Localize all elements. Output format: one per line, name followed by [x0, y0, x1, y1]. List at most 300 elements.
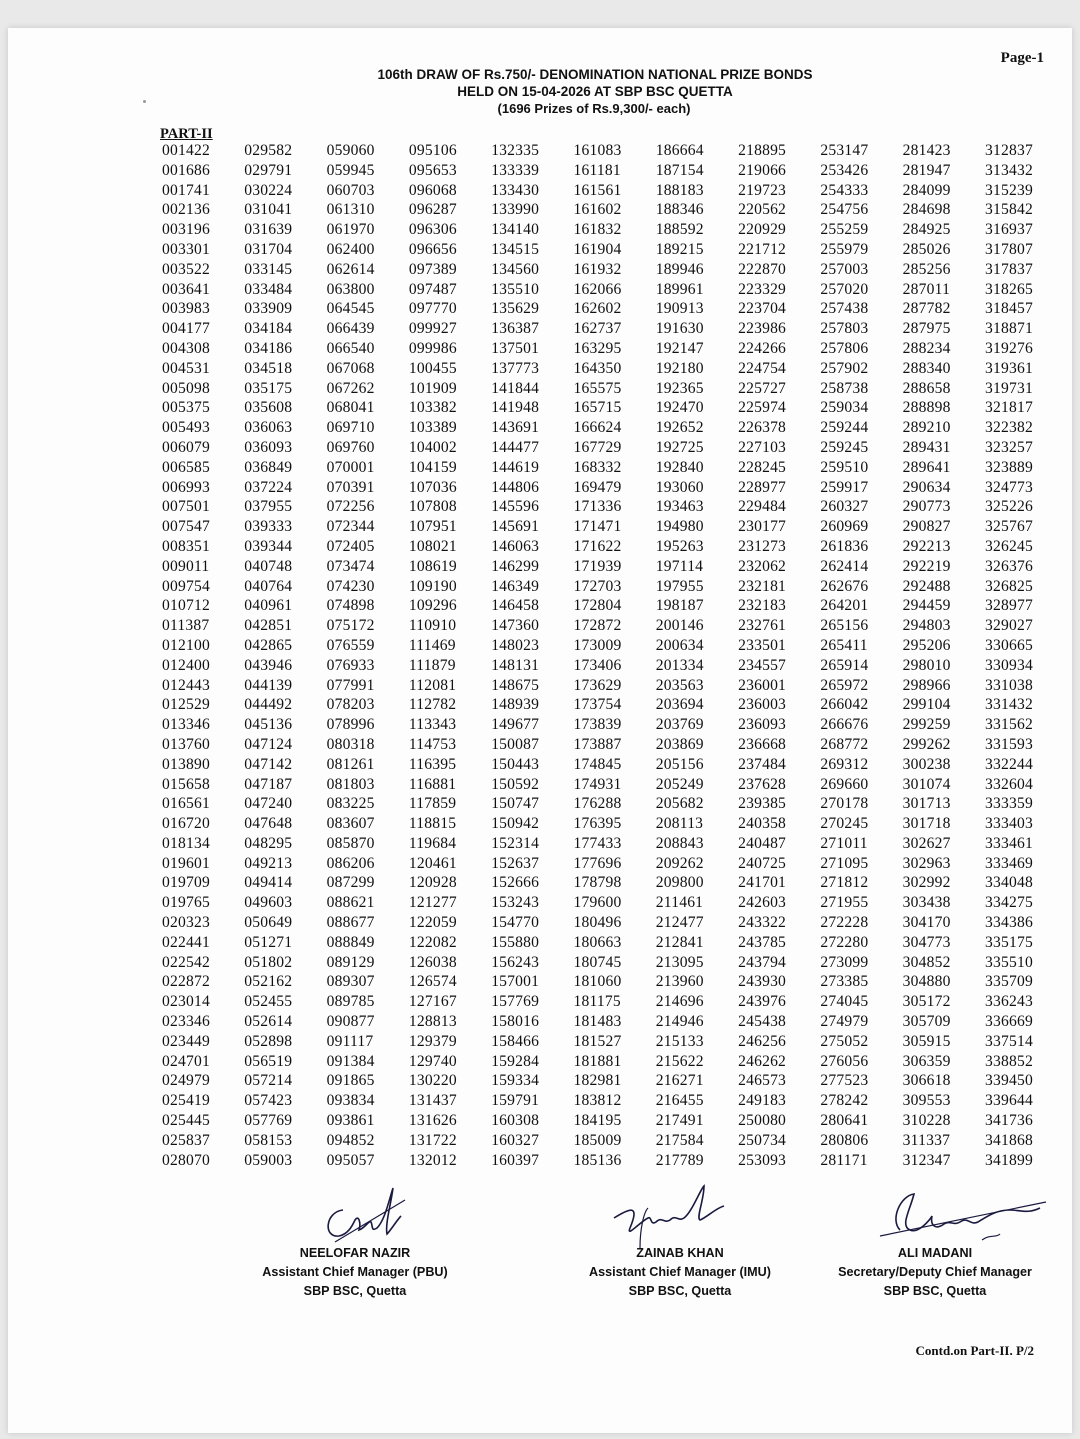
bond-number: 143691	[491, 419, 540, 437]
bond-number: 277523	[820, 1072, 869, 1090]
bond-number: 161932	[573, 260, 622, 278]
bond-number: 271955	[820, 894, 869, 912]
bond-number: 334275	[984, 894, 1033, 912]
bond-number: 171471	[573, 518, 622, 536]
bond-number: 037955	[244, 498, 293, 516]
bond-number: 222870	[738, 260, 787, 278]
bond-number: 069710	[326, 419, 375, 437]
bond-number: 141844	[491, 379, 540, 397]
bond-number: 198187	[655, 597, 704, 615]
bond-number: 203869	[655, 735, 704, 753]
bond-number: 078203	[326, 696, 375, 714]
bond-number: 086206	[326, 854, 375, 872]
bond-number: 294803	[902, 617, 951, 635]
continuation-note: Contd.on Part-II. P/2	[915, 1343, 1034, 1358]
bond-number: 275052	[820, 1032, 869, 1050]
bond-number: 305172	[902, 993, 951, 1011]
bond-number: 133430	[491, 181, 540, 199]
bond-number: 009754	[162, 577, 210, 595]
bond-number: 334048	[984, 874, 1033, 892]
bond-number: 181060	[573, 973, 622, 991]
bond-number: 034518	[244, 359, 293, 377]
bond-number: 022542	[162, 953, 210, 971]
bond-number: 325767	[984, 518, 1033, 536]
bond-number: 209800	[655, 874, 704, 892]
bond-number: 232062	[738, 557, 787, 575]
bond-number: 007501	[162, 498, 210, 516]
bond-number: 097770	[408, 300, 457, 318]
bond-number: 135510	[491, 280, 540, 298]
bond-number: 205682	[655, 795, 704, 813]
bond-number: 111879	[408, 656, 456, 674]
bond-number: 161083	[573, 142, 622, 159]
bond-number: 146458	[491, 597, 540, 615]
bond-number: 108021	[408, 537, 457, 555]
bond-number: 215133	[655, 1032, 704, 1050]
bond-number: 171336	[573, 498, 622, 516]
bond-number: 074898	[326, 597, 375, 615]
bond-number: 219723	[738, 181, 787, 199]
bond-number: 271011	[820, 834, 868, 852]
bond-number: 040961	[244, 597, 293, 615]
bond-number: 160397	[491, 1151, 540, 1169]
bond-number: 317837	[984, 260, 1033, 278]
bond-number: 193060	[655, 478, 704, 496]
bond-number: 337514	[984, 1032, 1033, 1050]
bond-number: 292488	[902, 577, 951, 595]
bond-number: 181175	[573, 993, 621, 1011]
bond-number: 108619	[408, 557, 457, 575]
bond-number: 223986	[738, 320, 787, 338]
bond-number: 024701	[162, 1052, 210, 1070]
bond-number: 209262	[655, 854, 704, 872]
bond-number: 331432	[984, 696, 1033, 714]
bond-number: 326245	[984, 537, 1033, 555]
bond-number: 077991	[326, 676, 375, 694]
bond-number: 192365	[655, 379, 704, 397]
bond-number: 341736	[984, 1112, 1033, 1130]
bond-number: 005375	[162, 399, 210, 417]
bond-number: 213960	[655, 973, 704, 991]
bond-number: 004308	[162, 339, 210, 357]
bond-number: 133990	[491, 201, 540, 219]
bond-number: 129379	[408, 1032, 457, 1050]
bond-number: 148023	[491, 636, 540, 654]
numbers-column	[820, 141, 902, 1170]
bond-number: 306359	[902, 1052, 951, 1070]
bond-number: 200146	[655, 617, 704, 635]
bond-number: 036849	[244, 458, 293, 476]
bond-number: 096306	[408, 221, 457, 239]
bond-number: 111469	[408, 636, 456, 654]
bond-number: 236093	[738, 716, 787, 734]
bond-number: 304852	[902, 953, 951, 971]
bond-number: 301713	[902, 795, 951, 813]
bond-number: 260969	[820, 518, 869, 536]
bond-number: 070391	[326, 478, 375, 496]
bond-number: 201334	[655, 656, 704, 674]
bond-number: 250734	[738, 1131, 787, 1149]
bond-number: 245438	[738, 1013, 787, 1031]
bond-number: 325226	[984, 498, 1033, 516]
bond-number: 173629	[573, 676, 622, 694]
bond-number: 031041	[244, 201, 293, 219]
bond-number: 187154	[655, 161, 704, 179]
signatory-title: Secretary/Deputy Chief Manager	[838, 1265, 1032, 1279]
bond-number: 087299	[326, 874, 375, 892]
numbers-column	[244, 141, 326, 1170]
bond-number: 161904	[573, 240, 622, 258]
bond-number: 253093	[738, 1151, 787, 1169]
bond-number: 339644	[984, 1092, 1033, 1110]
bond-number: 052162	[244, 973, 293, 991]
bond-number: 129740	[408, 1052, 457, 1070]
signatory-office: SBP BSC, Quetta	[303, 1284, 407, 1298]
bond-number: 152314	[491, 834, 540, 852]
bond-number: 104159	[408, 458, 457, 476]
bond-number: 284925	[902, 221, 951, 239]
bond-number: 306618	[902, 1072, 951, 1090]
bond-number: 161561	[573, 181, 622, 199]
bond-number: 203563	[655, 676, 704, 694]
bond-number: 067068	[326, 359, 375, 377]
bond-number: 004531	[162, 359, 210, 377]
bond-number: 334386	[984, 914, 1033, 932]
bond-number: 044139	[244, 676, 293, 694]
bond-number: 024979	[162, 1072, 210, 1090]
bond-number: 144619	[491, 458, 540, 476]
numbers-column	[903, 141, 985, 1170]
bond-number: 190913	[655, 300, 704, 318]
bond-number: 150747	[491, 795, 540, 813]
bond-number: 118815	[408, 815, 457, 833]
bond-number: 035608	[244, 399, 293, 417]
bond-number: 159334	[491, 1072, 540, 1090]
signatory-block-2	[570, 1244, 790, 1301]
bond-number: 150592	[491, 775, 540, 793]
bond-number: 281947	[902, 161, 951, 179]
bond-number: 226378	[738, 419, 787, 437]
bond-number: 185136	[573, 1151, 622, 1169]
bond-number: 225974	[738, 399, 787, 417]
bond-number: 033484	[244, 280, 293, 298]
bond-number: 145596	[491, 498, 540, 516]
bond-number: 070001	[326, 458, 375, 476]
bond-number: 257806	[820, 339, 869, 357]
bond-number: 246573	[738, 1072, 787, 1090]
signatory-office: SBP BSC, Quetta	[628, 1284, 732, 1298]
bond-number: 003522	[162, 260, 210, 278]
bond-number: 130220	[408, 1072, 457, 1090]
bond-number: 150087	[491, 735, 540, 753]
bond-number: 003983	[162, 300, 210, 318]
bond-number: 236003	[738, 696, 787, 714]
bond-number: 268772	[820, 735, 869, 753]
bond-number: 243785	[738, 933, 787, 951]
signatory-block-1	[250, 1244, 460, 1301]
bond-number: 243930	[738, 973, 787, 991]
bond-number: 072256	[326, 498, 375, 516]
bond-number: 285026	[902, 240, 951, 258]
bond-number: 107808	[408, 498, 457, 516]
bond-number: 205249	[655, 775, 704, 793]
bond-number: 219066	[738, 161, 787, 179]
bond-number: 109296	[408, 597, 457, 615]
bond-number: 289431	[902, 438, 951, 456]
bond-number: 215622	[655, 1052, 704, 1070]
bond-number: 018134	[162, 834, 210, 852]
bond-number: 200634	[655, 636, 704, 654]
bond-number: 319276	[984, 339, 1033, 357]
bond-number: 100455	[408, 359, 457, 377]
bond-number: 134515	[491, 240, 540, 258]
bond-number: 174931	[573, 775, 622, 793]
bond-number: 067262	[326, 379, 375, 397]
bond-number: 171939	[573, 557, 622, 575]
bond-number: 322382	[984, 419, 1033, 437]
bond-number: 163295	[573, 339, 622, 357]
bond-number: 290634	[902, 478, 951, 496]
bond-number: 230177	[738, 518, 787, 536]
bond-number: 281171	[820, 1151, 868, 1169]
bond-number: 002136	[162, 201, 210, 219]
bond-number: 112782	[408, 696, 457, 714]
bond-number: 157001	[491, 973, 540, 991]
bond-number: 299104	[902, 696, 951, 714]
bond-number: 257003	[820, 260, 869, 278]
bond-number: 220562	[738, 201, 787, 219]
bond-number: 192147	[655, 339, 704, 357]
bond-number: 292219	[902, 557, 951, 575]
bond-number: 167729	[573, 438, 622, 456]
bond-number: 203694	[655, 696, 704, 714]
bond-number: 153243	[491, 894, 540, 912]
bond-number: 211461	[655, 894, 704, 912]
bond-number: 083607	[326, 815, 375, 833]
bond-number: 223329	[738, 280, 787, 298]
signature-zainab-khan	[600, 1178, 740, 1248]
bond-number: 217584	[655, 1131, 704, 1149]
bond-number: 126038	[408, 953, 457, 971]
bond-number: 062614	[326, 260, 375, 278]
bond-number: 341899	[984, 1151, 1033, 1169]
bond-number: 006585	[162, 458, 210, 476]
bond-number: 019601	[162, 854, 210, 872]
bond-number: 269660	[820, 775, 869, 793]
bond-number: 039344	[244, 537, 293, 555]
bond-number: 047124	[244, 735, 293, 753]
winning-numbers-table	[162, 141, 1067, 1170]
bond-number: 152666	[491, 874, 540, 892]
bond-number: 096287	[408, 201, 457, 219]
bond-number: 135629	[491, 300, 540, 318]
bond-number: 302963	[902, 854, 951, 872]
bond-number: 301074	[902, 775, 951, 793]
numbers-column	[162, 141, 244, 1170]
signatory-name: ZAINAB KHAN	[636, 1246, 724, 1260]
bond-number: 146299	[491, 557, 540, 575]
bond-number: 078996	[326, 716, 375, 734]
bond-number: 147360	[491, 617, 540, 635]
bond-number: 037224	[244, 478, 293, 496]
bond-number: 259510	[820, 458, 869, 476]
bond-number: 036093	[244, 438, 293, 456]
bond-number: 262676	[820, 577, 869, 595]
bond-number: 019709	[162, 874, 210, 892]
bond-number: 145691	[491, 518, 540, 536]
bond-number: 048295	[244, 834, 293, 852]
bond-number: 266042	[820, 696, 869, 714]
bond-number: 064545	[326, 300, 375, 318]
bond-number: 008351	[162, 537, 210, 555]
bond-number: 052455	[244, 993, 293, 1011]
bond-number: 285256	[902, 260, 951, 278]
bond-number: 116881	[408, 775, 457, 793]
bond-number: 179600	[573, 894, 622, 912]
bond-number: 243322	[738, 914, 787, 932]
bond-number: 107036	[408, 478, 457, 496]
bond-number: 095653	[408, 161, 457, 179]
bond-number: 003196	[162, 221, 210, 239]
bond-number: 061970	[326, 221, 375, 239]
bond-number: 059003	[244, 1151, 293, 1169]
bond-number: 043946	[244, 656, 293, 674]
bond-number: 097389	[408, 260, 457, 278]
bond-number: 104002	[408, 438, 457, 456]
bond-number: 271095	[820, 854, 869, 872]
bond-number: 059060	[326, 142, 375, 159]
bond-number: 044492	[244, 696, 293, 714]
bond-number: 192840	[655, 458, 704, 476]
bond-number: 240725	[738, 854, 787, 872]
bond-number: 040748	[244, 557, 293, 575]
bond-number: 288658	[902, 379, 951, 397]
signatory-title: Assistant Chief Manager (PBU)	[262, 1265, 448, 1279]
bond-number: 280641	[820, 1112, 869, 1130]
bond-number: 161602	[573, 201, 622, 219]
bond-number: 287975	[902, 320, 951, 338]
bond-number: 047648	[244, 815, 293, 833]
bond-number: 326825	[984, 577, 1033, 595]
bond-number: 089785	[326, 993, 375, 1011]
bond-number: 227103	[738, 438, 787, 456]
bond-number: 197114	[655, 557, 704, 575]
bond-number: 246262	[738, 1052, 787, 1070]
bond-number: 212841	[655, 933, 704, 951]
bond-number: 075172	[326, 617, 375, 635]
bond-number: 249183	[738, 1092, 787, 1110]
bond-number: 194980	[655, 518, 704, 536]
bond-number: 192652	[655, 419, 704, 437]
bond-number: 116395	[408, 755, 457, 773]
bond-number: 299262	[902, 735, 951, 753]
bond-number: 290827	[902, 518, 951, 536]
bond-number: 091117	[326, 1032, 374, 1050]
bond-number: 257803	[820, 320, 869, 338]
bond-number: 154770	[491, 914, 540, 932]
bond-number: 260327	[820, 498, 869, 516]
bond-number: 101909	[408, 379, 457, 397]
bond-number: 005493	[162, 419, 210, 437]
bond-number: 265411	[820, 636, 868, 654]
bond-number: 165715	[573, 399, 622, 417]
bond-number: 127167	[408, 993, 457, 1011]
bond-number: 023346	[162, 1013, 210, 1031]
bond-number: 158466	[491, 1032, 540, 1050]
bond-number: 052614	[244, 1013, 293, 1031]
bond-number: 141948	[491, 399, 540, 417]
bond-number: 049213	[244, 854, 293, 872]
bond-number: 022872	[162, 973, 210, 991]
bond-number: 319731	[984, 379, 1033, 397]
bond-number: 049603	[244, 894, 293, 912]
bond-number: 009011	[162, 557, 210, 575]
bond-number: 273099	[820, 953, 869, 971]
numbers-column	[985, 141, 1067, 1170]
bond-number: 073474	[326, 557, 375, 575]
bond-number: 119684	[408, 834, 457, 852]
bond-number: 213095	[655, 953, 704, 971]
bond-number: 156243	[491, 953, 540, 971]
bond-number: 093861	[326, 1112, 375, 1130]
bond-number: 091384	[326, 1052, 375, 1070]
bond-number: 015658	[162, 775, 210, 793]
bond-number: 148131	[491, 656, 540, 674]
bond-number: 088677	[326, 914, 375, 932]
bond-number: 011387	[162, 617, 210, 635]
bond-number: 016720	[162, 815, 210, 833]
bond-number: 329027	[984, 617, 1033, 635]
bond-number: 060703	[326, 181, 375, 199]
signatory-office: SBP BSC, Quetta	[883, 1284, 987, 1298]
bond-number: 216271	[655, 1072, 704, 1090]
bond-number: 072344	[326, 518, 375, 536]
bond-number: 180663	[573, 933, 622, 951]
header-prize-info: (1696 Prizes of Rs.9,300/- each)	[497, 101, 691, 116]
bond-number: 013760	[162, 735, 210, 753]
bond-number: 239385	[738, 795, 787, 813]
bond-number: 034184	[244, 320, 293, 338]
bond-number: 029791	[244, 161, 293, 179]
bond-number: 330934	[984, 656, 1033, 674]
bond-number: 120928	[408, 874, 457, 892]
bond-number: 099927	[408, 320, 457, 338]
bond-number: 068041	[326, 399, 375, 417]
bond-number: 183812	[573, 1092, 622, 1110]
bond-number: 311337	[902, 1131, 951, 1149]
bond-number: 333461	[984, 834, 1033, 852]
bond-number: 280806	[820, 1131, 869, 1149]
bond-number: 231273	[738, 537, 787, 555]
bond-number: 093834	[326, 1092, 375, 1110]
bond-number: 341868	[984, 1131, 1033, 1149]
bond-number: 318457	[984, 300, 1033, 318]
bond-number: 274979	[820, 1013, 869, 1031]
bond-number: 234557	[738, 656, 787, 674]
bond-number: 144806	[491, 478, 540, 496]
bond-number: 131437	[408, 1092, 457, 1110]
bond-number: 012443	[162, 676, 210, 694]
bond-number: 095057	[326, 1151, 375, 1169]
bond-number: 019765	[162, 894, 210, 912]
bond-number: 326376	[984, 557, 1033, 575]
bond-number: 057769	[244, 1112, 293, 1130]
bond-number: 270245	[820, 815, 869, 833]
bond-number: 253426	[820, 161, 869, 179]
bond-number: 294459	[902, 597, 951, 615]
bond-number: 162602	[573, 300, 622, 318]
bond-number: 182981	[573, 1072, 622, 1090]
